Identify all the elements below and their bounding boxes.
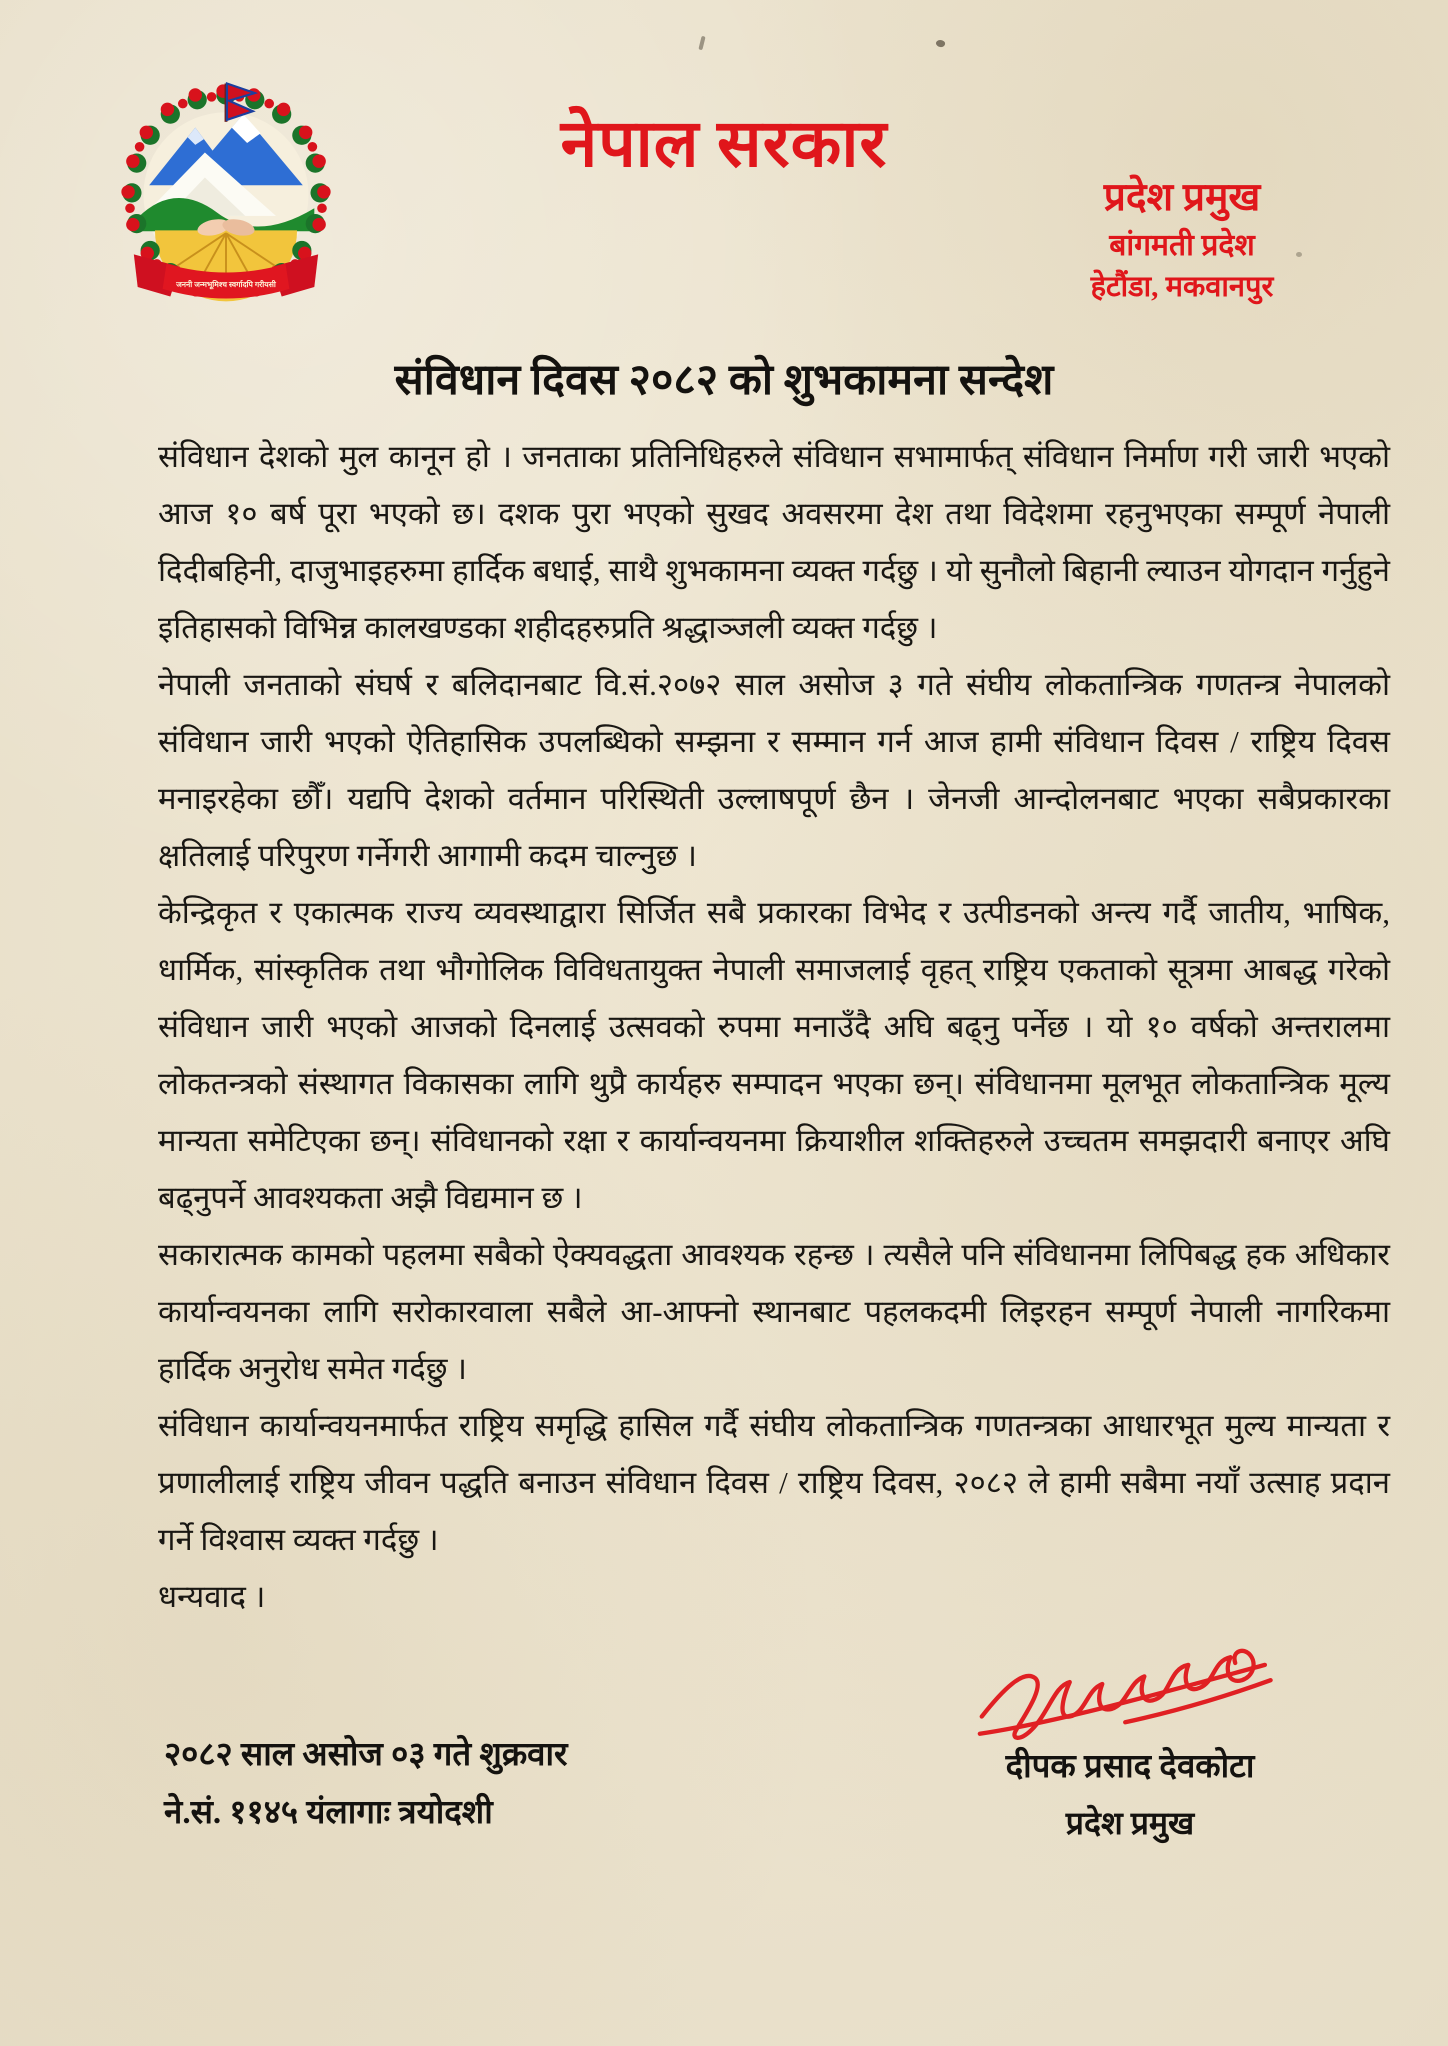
letter-body [158, 428, 1390, 1625]
handwritten-signature-icon [965, 1640, 1295, 1750]
body-paragraph: नेपाली जनताको संघर्ष र बलिदानबाट वि.सं.२०७२ साल असोज ३ गते संघीय लोकतान्त्रिक गणतन्त्र नेपालको संविधान जारी भएको ऐतिहासिक उपलब्धिको सम्झना र सम्मान गर्न आज हामी संविधान दिवस / राष्ट्रिय दिवस मनाइरहेका छौँ। यद्यपि देशको वर्तमान परिस्थिती उल्लाषपूर्ण छैन । जेनजी आन्दोलनबाट भएका सबैप्रकारका क्षतिलाई परिपुरण गर्नेगरी आगामी कदम चाल्नुछ । [158, 667, 1390, 873]
body-paragraph: केन्द्रिकृत र एकात्मक राज्य व्यवस्थाद्वारा सिर्जित सबै प्रकारका विभेद र उत्पीडनको अन्त्य गर्दै जातीय, भाषिक, धार्मिक, सांस्कृतिक तथा भौगोलिक विविधतायुक्त नेपाली समाजलाई वृहत् राष्ट्रिय एकताको सूत्रमा आबद्ध गरेको संविधान जारी भएको आजको दिनलाई उत्सवको रुपमा मनाउँदै अघि बढ्नु पर्नेछ । यो १० वर्षको अन्तरालमा लोकतन्त्रको संस्थागत विकासका लागि थुप्रै कार्यहरु सम्पादन भएका छन्। संविधानमा मूलभूत लोकतान्त्रिक मूल्य मान्यता समेटिएका छन्। संविधानको रक्षा र कार्यान्वयनमा क्रियाशील शक्तिहरुले उच्चतम समझदारी बनाएर अघि बढ्नुपर्ने आवश्यकता अझै विद्यमान छ । [158, 895, 1390, 1215]
letter-title: संविधान दिवस २०८२ को शुभकामना सन्देश [394, 357, 1054, 404]
closing-thanks: धन्यवाद । [158, 1579, 266, 1614]
date-block [164, 1726, 568, 1842]
body-paragraph: संविधान देशको मुल कानून हो । जनताका प्रतिनिधिहरुले संविधान सभामार्फत् संविधान निर्माण गरी जारी भएको आज १० बर्ष पूरा भएको छ। दशक पुरा भएको सुखद अवसरमा देश तथा विदेशमा रहनुभएका सम्पूर्ण नेपाली दिदीबहिनी, दाजुभाइहरुमा हार्दिक बधाई, साथै शुभकामना व्यक्त गर्दछु । यो सुनौलो बिहानी ल्याउन योगदान गर्नुहुने इतिहासको विभिन्न कालखण्डका शहीदहरुप्रति श्रद्धाञ्जली व्यक्त गर्दछु । [158, 439, 1390, 645]
paper-speck [698, 36, 705, 51]
paper-speck [935, 39, 946, 49]
signature-block [930, 1640, 1330, 1844]
body-paragraph: संविधान कार्यान्वयनमार्फत राष्ट्रिय समृद्धि हासिल गर्दै संघीय लोकतान्त्रिक गणतन्त्रका आधारभूत मुल्य मान्यता र प्रणालीलाई राष्ट्रिय जीवन पद्धति बनाउन संविधान दिवस / राष्ट्रिय दिवस, २०८२ ले हामी सबैमा नयाँ उत्साह प्रदान गर्ने विश्वास व्यक्त गर्दछु । [158, 1408, 1390, 1557]
office-block [982, 178, 1382, 302]
signatory-title: प्रदेश प्रमुख [1065, 1805, 1195, 1841]
date-bs: २०८२ साल असोज ०३ गते शुक्रवार [164, 1737, 568, 1773]
body-paragraph: सकारात्मक कामको पहलमा सबैको ऐक्यवद्धता आवश्यक रहन्छ । त्यसैले पनि संविधानमा लिपिबद्ध हक अधिकार कार्यान्वयनका लागि सरोकारवाला सबैले आ-आफ्नो स्थानबाट पहलकदमी लिइरहन सम्पूर्ण नेपाली नागरिकमा हार्दिक अनुरोध समेत गर्दछु । [158, 1237, 1390, 1386]
office-province: बांगमती प्रदेश [1109, 229, 1255, 262]
office-post: प्रदेश प्रमुख [1103, 176, 1261, 219]
office-location: हेटौंडा, मकवानपुर [1090, 271, 1274, 303]
signatory-name: दीपक प्रसाद देवकोटा [1005, 1749, 1255, 1785]
emblem-motto: जननी जन्मभूमिश्च स्वर्गादपि गरीयसी [176, 279, 276, 289]
date-ns: ने.सं. ११४५ यंलागाः त्रयोदशी [164, 1795, 493, 1831]
government-title: नेपाल सरकार [560, 108, 888, 181]
